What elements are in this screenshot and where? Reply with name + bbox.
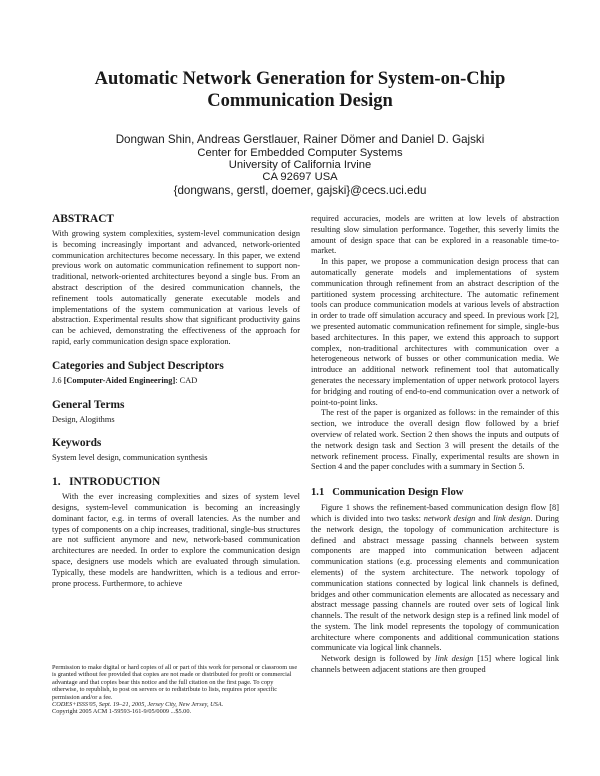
design-flow-paragraph-1 xyxy=(311,503,559,654)
title-line-1: Automatic Network Generation for System-on-Chip xyxy=(94,69,506,89)
categories-suffix: : CAD xyxy=(175,375,198,385)
keywords-text: System level design, communication synthesis xyxy=(52,453,208,463)
flow-text-c: . During the network design, the topology of communication architecture is defined and abstract message passing channels between system components are mapped into communication between adjacent communication stations (e.g. processing elements and communication elements) of the system architecture. The network topology of communication stations connected by logical link channels is defined, bridges and other communication elements are allocated as necessary and abstract message passing channels are routed over sets of logical link channels. The result of the network design step is a refined link model of the system. The link model represents the topology of communication architecture where components and additional communication stations communicate via logical link channels. xyxy=(311,513,559,653)
author-names: Dongwan Shin, Andreas Gerstlauer, Rainer Dömer and Daniel D. Gajski xyxy=(115,133,485,146)
flow2-text-b: [15] where logical link channels between adjacent stations are then grouped xyxy=(311,654,559,675)
flow2-text-a: Network design is followed by xyxy=(321,654,436,664)
left-column xyxy=(52,212,300,589)
conference-line: CODES+ISSS'05, Sept. 19–21, 2005, Jersey City, New Jersey, USA. xyxy=(52,701,224,709)
introduction-heading: 1. INTRODUCTION xyxy=(52,476,161,489)
design-flow-paragraph-2 xyxy=(311,654,559,676)
flow-em-link-design: link design xyxy=(493,513,531,523)
affiliation-line-3: CA 92697 USA xyxy=(262,171,338,183)
paper-title xyxy=(40,68,560,112)
affiliation-line-2: University of California Irvine xyxy=(228,159,372,171)
categories-heading: Categories and Subject Descriptors xyxy=(52,359,224,372)
general-terms-heading: General Terms xyxy=(52,398,125,411)
right-paragraph-3: The rest of the paper is organized as follows: in the remainder of this section, we introduce the overall design flow followed by a brief overview of related work. Section 2 then shows the inputs and outputs of the network design task and Section 3 will present the details of the network refinement process. Finally, experimental results are shown in Section 4 and the paper concludes with a summary in Section 5. xyxy=(311,408,559,472)
affiliation-line-1: Center for Embedded Computer Systems xyxy=(197,147,403,159)
categories-bold: [Computer-Aided Engineering] xyxy=(63,375,176,385)
introduction-paragraph: With the ever increasing complexities and sizes of system level designs, system-level communication is becoming an increasingly dominant factor, e.g. in terms of overall latencies. As the number and types of components on a chip increases, traditional, single-bus structures are not sufficient anymore and new, network-based communication architectures are needed. In order to explore the communication design space, designers use models which are evaluated through simulation. Typically, these models are handwritten, which is a tedious and error-prone process. Furthermore, to achieve xyxy=(52,492,300,588)
abstract-heading: ABSTRACT xyxy=(52,213,115,225)
right-paragraph-1: required accuracies, models are written at low levels of abstraction resulting slow simulation performance. Together, this severly limits the amount of design space that can be explored in a reasonable time-to-market. xyxy=(311,214,559,256)
flow-text-a: Figure 1 shows the refinement-based communication design flow [8] which is divided into two tasks: xyxy=(311,503,559,523)
flow-text-b: and xyxy=(475,513,494,523)
permission-text: Permission to make digital or hard copies of all or part of this work for personal or classroom use is granted without fee provided that copies are not made or distributed for profit or commercial advantage and that copies bear this notice and the full citation on the first page. To copy otherwise, to republish, to post on servers or to redistribute to lists, requires prior specific permission and/or a fee. xyxy=(52,664,298,701)
right-paragraph-2: In this paper, we propose a communication design process that can automatically generate models and implementations of system communication through refinement from an abstract description of the partitioned system processing architecture. The automatic refinement tools can produce communication models at various levels of abstraction in order to trade off simulation accuracy and speed. In previous work [2], we presented automatic communication refinement for simple, single-bus based architectures. In this paper, we extend this approach to support complex, non-traditional architectures with communication over a heterogeneous network of busses or other communication media. We introduce an additional network refinement tool that automatically generates the necessary implementation of upper network protocol layers for bridging and routing of end-to-end communication over a network of point-to-point links. xyxy=(311,257,559,407)
categories-code: J.6 xyxy=(52,375,64,385)
title-line-2: Communication Design xyxy=(207,91,393,111)
keywords-heading: Keywords xyxy=(52,437,102,450)
right-column xyxy=(311,214,559,676)
author-block xyxy=(60,134,540,197)
copyright-line: Copyright 2005 ACM 1-59593-161-9/05/0009 ...$5.00. xyxy=(52,708,192,716)
categories-text xyxy=(52,376,300,387)
copyright-footnote xyxy=(52,664,300,716)
general-terms-text: Design, Alogithms xyxy=(52,414,115,424)
flow2-em-link-design: link design xyxy=(435,654,474,664)
flow-em-network-design: network design xyxy=(423,513,476,523)
abstract-text: With growing system complexities, system-level communication design is becoming increasingly important and advanced, network-oriented communication architectures become necessary. In this paper, we extend previous work on automatic communication refinement to support non-traditional, network-oriented architectures beyond a single bus. From an abstract description of the desired communication channels, the refinement tools automatically generate executable models and implementations of the system communication at various levels of abstraction. Experimental results show that significant productivity gains can be achieved, demonstrating the effectiveness of the approach for rapid, early communication design space exploration. xyxy=(52,229,300,346)
subsection-heading: 1.1 Communication Design Flow xyxy=(311,487,464,499)
author-emails: {dongwans, gerstl, doemer, gajski}@cecs.uci.edu xyxy=(173,184,427,197)
